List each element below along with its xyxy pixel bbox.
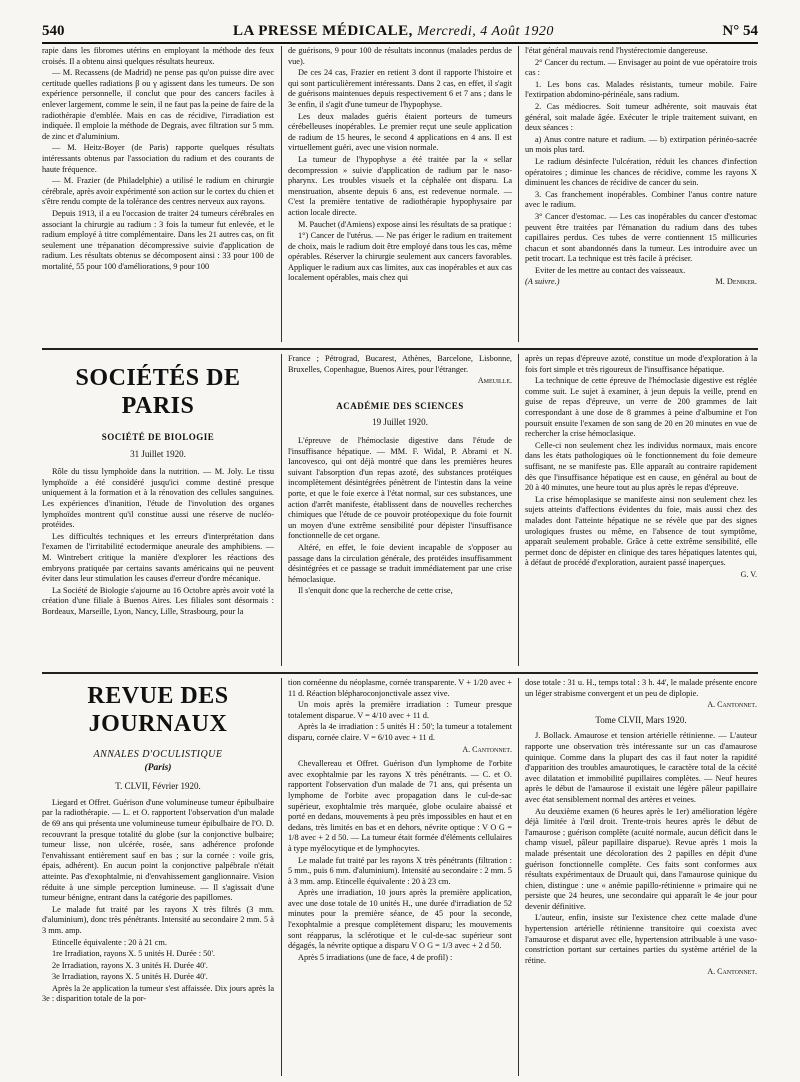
paragraph: 2° Cancer du rectum. — Envisager au point de vue opératoire trois cas : <box>525 57 757 78</box>
section-divider <box>42 348 758 350</box>
academie-column-2 <box>525 354 757 666</box>
column-divider <box>281 354 282 666</box>
column-divider <box>281 678 282 1076</box>
journal-city: (Paris) <box>144 762 172 773</box>
paragraph: Après 5 irradiations (une de face, 4 de profil) : <box>298 952 453 962</box>
paragraph: 1. Les bons cas. Malades résistants, tumeur mobile. Faire l'extirpation abdomino-périnéale, sans radium. <box>525 79 757 100</box>
paragraph: Un mois après la première irradiation : Tumeur presque totalement disparue. V = 4/10 avec + 11 d. <box>288 700 512 720</box>
paragraph: Après la 4e irradiation : 5 unités H : 50'; la tumeur a totalement disparu, cornée claire. V = 6/10 avec + 11 d. <box>288 722 512 742</box>
academie-column <box>288 354 512 666</box>
paragraph: — M. Frazier (de Philadelphie) a utilisé le radium en chirurgie cérébrale, après avoir expérimenté son action sur le cortex du chien et s'être rendu compte de la tolérance des centres nerveux aux rayons. <box>42 176 274 207</box>
paragraph: 1°) Cancer de l'utérus. — Ne pas ériger le radium en traitement de choix, mais le radium doit être employé dans tous les cas, même opérables. Réserver la chirurgie seulement aux cancers favorables. Appliquer le radium aux cas limites, aux cas inopérables et aux cas localement opérables, mais chez qui <box>288 231 512 283</box>
paragraph: La Société de Biologie s'ajourne au 16 Octobre après avoir voté la création d'une filiale à Buenos Aires. Les filiales sont désormais : Bordeaux, Marseille, Lyon, Nancy, Lille, Strasbourg, pour la <box>42 585 274 616</box>
paragraph: Chevallereau et Offret. Guérison d'un lymphome de l'orbite avec exophtalmie par les rayons X très pénétrants. — C. et O. rapportent l'observation d'un malade de 71 ans, qui présenta un lymphome de l'orbite avec propagation dans le cul-de-sac supérieur, exophtalmie très marquée, globe oculaire abaissé et porté en dedans, mouvements à peu près impossibles en haut et en dedans, très limités en bas et en dehors, névrite optique : V O G = 1/8 avec + 2 d 50. — La tumeur était formée d'éléments cellulaires à type myélocytique et de lymphocytes. <box>288 759 512 853</box>
author-signature: A. Cantonnet. <box>462 744 512 754</box>
top-column-3 <box>525 46 757 342</box>
paragraph: a) Anus contre nature et radium. — b) extirpation périnéo-sacrée un mois plus tard. <box>525 134 757 155</box>
author-signature: A. Cantonnet. <box>707 967 757 977</box>
column-divider <box>518 678 519 1076</box>
paragraph: l'état général mauvais rend l'hystérectomie dangereuse. <box>525 46 708 55</box>
volume-label: T. CLVII, Février 1920. <box>115 781 201 792</box>
subsection-title: SOCIÉTÉ DE BIOLOGIE <box>101 432 215 442</box>
paragraph: De ces 24 cas, Frazier en retient 3 dont il rapporte l'histoire et qui sont particulièrement intéressants. Dans 2 cas, en effet, il s'agit de guérisons maintenues depuis respectivement 6 et 7 ans ; dans le 3e enfin, il s'agit d'une tumeur de l'hypophyse. <box>288 68 512 109</box>
subsection-title: ACADÉMIE DES SCIENCES <box>336 400 464 411</box>
revue-column-1 <box>42 678 274 1076</box>
revue-column-3 <box>525 678 757 1076</box>
paragraph: M. Pauchet (d'Amiens) expose ainsi les résultats de sa pratique : <box>298 219 512 229</box>
issue-date: Mercredi, 4 Août 1920 <box>417 24 554 39</box>
paragraph: L'auteur, enfin, insiste sur l'existence chez cette malade d'une hypertension artérielle rétinienne transitoire qui coexista avec l'amaurose et disparut avec elle, hypertension attribuable à une vaso-constriction portant sur certaines parties du système artériel de la rétine. <box>525 913 757 965</box>
paragraph: — M. Heitz-Boyer (de Paris) rapporte quelques résultats intéressants obtenus par l'association du radium et des courants de haute fréquence. <box>42 143 274 174</box>
paragraph: Après la 2e application la tumeur s'est affaissée. Dix jours après la 3e : disparition totale de la por- <box>42 983 274 1004</box>
paragraph: Liegard et Offret. Guérison d'une volumineuse tumeur épibulbaire par la radiothérapie. — L. et O. rapportent l'observation d'un malade de 69 ans qui présenta une volumineuse tumeur épibulbaire de l'O. D. recouvrant la presque totalité du globe (sur la conjonctive bulbaire; tumeur lisse, non ulcérée, rosée, sans adhérence profonde l'envahissant entièrement sauf en bas ; sur la cornée : voile gris, épais, adhérent). En aucun point la conjonctive palpébrale n'était atteinte. Pas d'exophtalmie, ni d'envahissement ganglionnaire. Vision réduite à une simple perception lumineuse. — Il s'agissait d'une tumeur bénigne, entrant dans la catégorie des papillomes. <box>42 797 274 903</box>
column-divider <box>281 46 282 342</box>
paragraph: 2. Cas médiocres. Soit tumeur adhérente, soit mauvais état général, soit malade âgée. Exécuter le triple traitement suivant, en deux séances : <box>525 101 757 133</box>
paragraph: 3. Cas franchement inopérables. Combiner l'anus contre nature avec le radium. <box>525 189 757 210</box>
paragraph: Rôle du tissu lymphoïde dans la nutrition. — M. Joly. Le tissu lymphoïde a été considéré jusqu'ici comme destiné presque uniquement à la formation et à la rénovation des cellules sanguines. Les expériences d'inanition, l'étude de l'involution des organes lymphoïdes montrent qu'il constitue aussi une réserve de nucléo-protéides. <box>42 467 274 530</box>
section-title-societes: SOCIÉTÉS DE PARIS <box>75 365 241 419</box>
paragraph: Celle-ci non seulement chez les individus normaux, mais encore dans les états pathologiques où le fonctionnement du foie demeure suffisant, ne se manifeste pas. Elle apparaît au contraire rapidement dès que l'insuffisance hépatique est en cause, en général au bout de 20 à 40 minutes, une heure tout au plus après le repas d'épreuve. <box>525 440 757 493</box>
paragraph: 3e Irradiation, rayons X. 5 unités H. Durée 40'. <box>52 972 208 982</box>
paragraph: de guérisons, 9 pour 100 de résultats inconnus (malades perdus de vue). <box>288 46 512 66</box>
paragraph: — M. Recassens (de Madrid) ne pense pas qu'on puisse dire avec certitude quelles radiations β ou γ agissent dans les tumeurs. De son expérience personnelle, il conclut que pour des cancers faciles à enlever largement, comme le sein, il ne faut pas la peine de faire de la radiothérapie d'emblée. Mais en cas de récidive, l'irradiation est indiquée. Il emploie la méthode de Degrais, avec filtration sur 5 mm. de zinc et d'aluminium. <box>42 68 274 141</box>
journal-title <box>233 23 554 40</box>
paragraph: 2e Irradiation, rayons X. 3 unités H. Durée 40'. <box>52 960 208 970</box>
paragraph: France ; Pétrograd, Bucarest, Athènes, Barcelone, Lisbonne, Bruxelles, Copenhague, Buenos Aires, pour l'étranger. <box>288 354 512 374</box>
paragraph: rapie dans les fibromes utérins en employant la méthode des feux croisés. Il a obtenu ainsi quelques résultats heureux. <box>42 46 274 66</box>
paragraph: dose totale : 31 u. H., temps total : 3 h. 44', le malade présente encore un léger strabisme convergent et un peu de diplopie. <box>525 678 757 698</box>
paragraph: La technique de cette épreuve de l'hémoclasie digestive est réglée comme suit. Le sujet à examiner, à jeun depuis la veille, prend en guise de repas d'épreuve, un verre de 200 grammes de lait correspondant à une dose de 8 grammes à peine d'albumine et l'on poursuit ensuite l'examen de son sang de 20 en 20 minutes en vue de rechercher la crise hémoclasique. <box>525 376 757 439</box>
paragraph: Au deuxième examen (6 heures après le 1er) amélioration légère déjà limitée à l'œil droit. Trente-trois heures après le début de l'amaurose ; guérison complète (acuité normale, aucun déficit dans le champ visuel, pâleur papillaire disparue). Revue après 1 mois la malade présentait une décoloration des 2 papilles en dépit d'une guérison fonctionnelle complète. Ces faits sont conformes aux résultats expérimentaux de Druault qui, dans l'amaurose quinique du chien, distingue : une « anémie papillo-rétinienne » primaire qui ne persiste que 24 heures, une secondaire qui apparaît le 4e jour pour devenir définitive. <box>525 806 757 911</box>
paragraph: Altéré, en effet, le foie devient incapable de s'opposer au passage dans la circulation générale, des protéides insuffisamment désintégrées et ce passage se traduit immédiatement par une crise hémoclasique. <box>288 542 512 584</box>
paragraph: après un repas d'épreuve azoté, constitue un mode d'exploration à la fois fort simple et très rigoureux de l'insuffisance hépatique. <box>525 354 757 374</box>
signature-row <box>525 277 757 288</box>
session-date: 31 Juillet 1920. <box>130 448 186 459</box>
paragraph: Depuis 1913, il a eu l'occasion de traiter 24 tumeurs cérébrales en associant la chirurgie au radium : 3 fois la tumeur fut enlevée, et le radium employé à titre complémentaire. Dans les 21 autres cas, on fit seulement une trépanation décompressive suivie d'application de radium. Les résultats obtenus se décomposent ainsi : 33 pour 100 de mortalité, 55 pour 100 d'améliorations, 9 pour 100 <box>42 208 274 271</box>
paragraph: Les difficultés techniques et les erreurs d'interprétation dans l'examen de l'irritabilité ectodermique aneurale des amphibiens. — M. Wintrebert critique la manière d'explorer les réactions des embryons pratiquée par certains savants américains qui ne peuvent éviter dans leur stimulation les causes d'erreur d'ordre mécanique. <box>42 531 274 584</box>
column-divider <box>518 46 519 342</box>
page-number: 540 <box>42 23 65 39</box>
author-signature: G. V. <box>740 569 757 579</box>
page-header <box>42 14 758 44</box>
paragraph: Etincelle équivalente : 20 à 21 cm. <box>52 937 167 947</box>
top-column-2 <box>288 46 512 342</box>
societes-column <box>42 354 274 666</box>
paragraph: La tumeur de l'hypophyse a été traitée par la « sellar decompression » suivie d'application de radium par le naso-pharynx. Les troubles visuels et la céphalée ont disparu. La menstruation, absente depuis 6 ans, est redevenue normale. — C'est la première tentative de radiothérapie hypophysaire par action locale directe. <box>288 154 512 217</box>
column-divider <box>518 354 519 666</box>
paragraph: Le radium désinfecte l'ulcération, réduit les chances d'infection opératoires ; diminue les chances de récidive, comme les rayons X diminuent les chances de récidive de cancer du sein. <box>525 156 757 188</box>
paragraph: Il s'enquit donc que la recherche de cette crise, <box>298 586 453 596</box>
paragraph: Eviter de les mettre au contact des vaisseaux. <box>535 265 686 275</box>
paragraph: L'épreuve de l'hémoclasie digestive dans l'étude de l'insuffisance hépatique. — MM. F. Widal, P. Abrami et N. Iancovesco, qui ont déjà montré que dans les premières heures suivant l'absorption d'un repas azoté, des substances protéiques incomplètement désintégrées pénètrent de l'intestin dans la veine porte, et que le foie exerce à l'état normal, sur ces substances, une action d'arrêt manifeste, établissent dans de nouvelles recherches chimiques que l'étude de ce pouvoir protéopexique du foie fournit un moyen d'une extrême sensibilité pour dépister l'insuffisance fonctionnelle de cet organe. <box>288 435 512 541</box>
paragraph: La crise hémoplasique se manifeste ainsi non seulement chez les sujets atteints d'affections évidentes du foie, mais aussi chez des malades dont l'atteinte hépatique ne se révèle que par des signes urologiques frustes ou même, en l'absence de tout symptôme, apparaît seulement probable. Grâce à cette extrême sensibilité, elle permet donc de dépister en clinique des tares hépatiques latentes qui, à défaut de procédé d'exploration, auraient passé inaperçues. <box>525 494 757 568</box>
paragraph: 1re Irradiation, rayons X. 5 unités H. Durée : 50'. <box>52 949 216 959</box>
top-column-1 <box>42 46 274 342</box>
paragraph: J. Bollack. Amaurose et tension artérielle rétinienne. — L'auteur rapporte une observation très intéressante sur un cas d'amaurose quinique. Comme dans la plupart des cas il faut noter la rapidité d'apparition des troubles amaurotiques, le caractère total de la cécité avec dilatation et immobilité pupillaires complètes. — Neuf heures après le début de l'amaurose il existait une légère pâleur papillaire avec état sensiblement normal des artères et veines. <box>525 731 757 804</box>
author-signature: M. Deniker. <box>715 277 757 287</box>
volume-label: Tome CLVII, Mars 1920. <box>595 714 687 725</box>
journal-name: ANNALES D'OCULISTIQUE <box>93 749 223 760</box>
paragraph: Le malade fut traité par les rayons X très pénétrants (filtration : 5 mm., puis 6 mm. d'aluminium). Intensité au secondaire : 2 mm. 5 à 3 mm. amp. Etincelle équivalente : 20 à 23 cm. <box>288 855 512 886</box>
to-be-continued: (A suivre.) <box>525 277 560 287</box>
author-signature: A. Cantonnet. <box>707 700 757 710</box>
section-title-revue: REVUE DES JOURNAUX <box>87 683 229 737</box>
session-date: 19 Juillet 1920. <box>372 417 428 428</box>
paragraph: Le malade fut traité par les rayons X très filtrés (3 mm. d'aluminium), donc très pénétrants. Intensité au secondaire 2 mm. 5 à 3 mm. amp. <box>42 904 274 935</box>
author-signature: Ameuille. <box>477 376 512 386</box>
revue-column-2 <box>288 678 512 1076</box>
paragraph: tion cornéenne du néoplasme, cornée transparente. V + 1/20 avec + 11 d. Réaction blépharoconjonctivale assez vive. <box>288 678 512 698</box>
paragraph: Après une irradiation, 10 jours après la première application, avec une dose totale de 10 unités H., une durée d'irradiation de 52 minutes pour la première séance, de 45 pour la seconde, l'exophtalmie a presque complètement disparu; les mouvements sont réapparus, la sclérotique et le cul-de-sac supérieur sont dégagés, la névrite optique a disparu V O G = 1/3 avec + 2 d 50. <box>288 888 512 951</box>
section-divider <box>42 672 758 674</box>
issue-number: N° 54 <box>722 23 758 39</box>
journal-name: LA PRESSE MÉDICALE, <box>232 23 413 39</box>
paragraph: Les deux malades guéris étaient porteurs de tumeurs cérébelleuses inopérables. Le premier reçut une seule application de radium de 15 heures, le second 4 applications en 4 ans. Il est virtuellement guéri, avec une vision normale. <box>288 111 512 153</box>
paragraph: 3° Cancer d'estomac. — Les cas inopérables du cancer d'estomac peuvent être traitées par l'émanation du radium dans des tubes capillaires perdus. Ces tubes de verre contiennent 15 millicuries chacun et sont abandonnés dans la tumeur. Les introduire avec un petit trocart. La technique est très facile à préciser. <box>525 211 757 264</box>
